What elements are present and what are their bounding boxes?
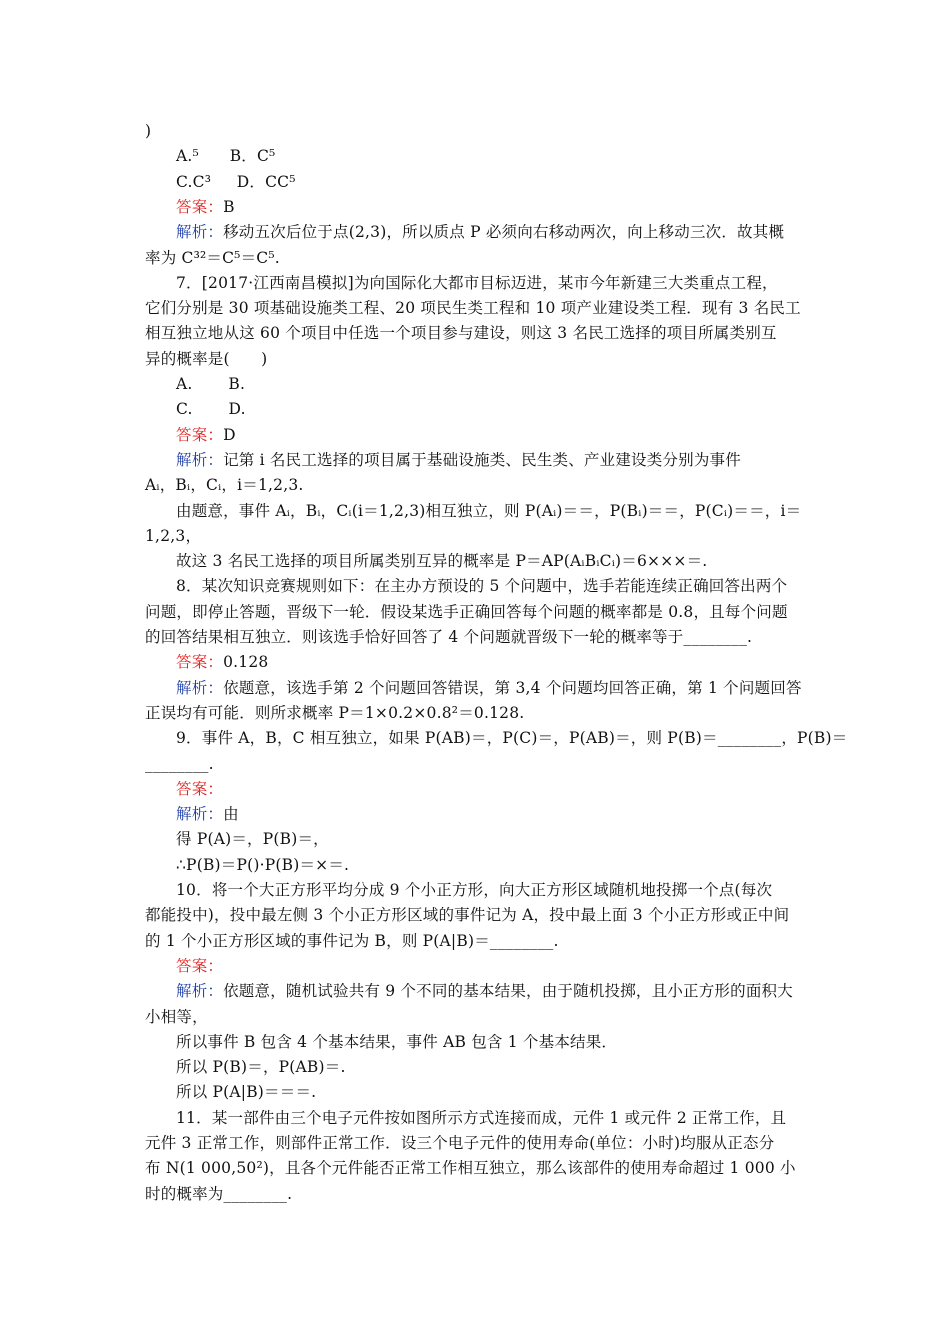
text-line xyxy=(176,373,245,395)
line-text: 依题意，该选手第 2 个问题回答错误，第 3,4 个问题均回答正确，第 1 个问题回答 xyxy=(223,678,802,697)
text-line xyxy=(145,904,789,926)
line-text: D xyxy=(223,425,236,444)
line-text: 9．事件 A，B，C 相互独立，如果 P(AB)＝，P(C)＝，P(AB)＝，则 P(B)＝________，P(B)＝ xyxy=(176,729,848,748)
line-text: 所以 P(B)＝，P(AB)＝. xyxy=(176,1058,346,1077)
line-text: C.C³ D．CC⁵ xyxy=(176,172,296,191)
line-text: 8．某次知识竞赛规则如下：在主办方预设的 5 个问题中，选手若能连续正确回答出两个 xyxy=(176,577,788,596)
line-text: 所以 P(A|B)＝＝＝. xyxy=(176,1083,317,1102)
line-text: 相互独立地从这 60 个项目中任选一个项目参与建设，则这 3 名民工选择的项目所属类别互 xyxy=(145,324,777,343)
text-line xyxy=(145,1157,796,1179)
line-text: 得 P(A)＝，P(B)＝， xyxy=(176,830,329,849)
text-line xyxy=(176,1056,346,1078)
line-text: 元件 3 正常工作，则部件正常工作．设三个电子元件的使用寿命(单位：小时)均服从正态分 xyxy=(145,1134,775,1152)
text-line xyxy=(176,803,239,825)
answer-label: 答案： xyxy=(176,956,224,975)
line-text: ________. xyxy=(145,754,214,773)
text-line xyxy=(176,727,847,749)
analysis-label: 解析： xyxy=(176,982,224,1001)
text-line xyxy=(176,879,772,901)
line-text: 移动五次后位于点(2,3)，所以质点 P 必须向右移动两次，向上移动三次．故其概 xyxy=(223,223,785,242)
text-line xyxy=(145,1183,292,1205)
text-line xyxy=(176,196,235,218)
text-line xyxy=(145,753,214,775)
text-line xyxy=(176,828,329,850)
line-text: Aᵢ，Bᵢ，Cᵢ，i＝1,2,3. xyxy=(145,476,304,495)
text-line xyxy=(145,601,788,623)
text-line xyxy=(145,297,801,319)
text-line xyxy=(176,651,268,673)
text-line xyxy=(176,145,275,167)
text-line xyxy=(145,1006,208,1028)
line-text: ) xyxy=(145,122,152,140)
text-line xyxy=(145,120,151,142)
text-line xyxy=(176,1107,786,1129)
text-line xyxy=(145,1132,774,1154)
text-line xyxy=(176,550,707,572)
line-text: 小相等， xyxy=(145,1007,208,1026)
line-text: 由题意，事件 Aᵢ，Bᵢ，Cᵢ(i＝1,2,3)相互独立，则 P(Aᵢ)＝＝，P(Bᵢ)＝＝，P(Cᵢ)＝＝，i＝ xyxy=(176,501,802,520)
line-text: 时的概率为________. xyxy=(145,1184,293,1203)
analysis-label: 解析： xyxy=(176,678,224,697)
text-line xyxy=(176,424,236,446)
line-text: 正误均有可能．则所求概率 P＝1×0.2×0.8²＝0.128. xyxy=(145,703,525,722)
answer-label: 答案： xyxy=(176,653,224,672)
answer-label: 答案： xyxy=(176,197,224,216)
analysis-label: 解析： xyxy=(176,450,224,469)
text-line xyxy=(145,702,524,724)
line-text: A. B. xyxy=(176,375,246,393)
line-text: ∴P(B)＝P()·P(B)＝×＝. xyxy=(176,855,350,874)
text-line xyxy=(176,1031,617,1053)
text-line xyxy=(176,778,223,800)
line-text: 率为 C³²＝C⁵＝C⁵. xyxy=(145,248,280,267)
text-line xyxy=(145,474,304,496)
line-text: 所以事件 B 包含 4 个基本结果，事件 AB 包含 1 个基本结果． xyxy=(176,1032,618,1051)
line-text: 11．某一部件由三个电子元件按如图所示方式连接而成，元件 1 或元件 2 正常工作，且 xyxy=(176,1108,787,1127)
analysis-label: 解析： xyxy=(176,805,224,824)
line-text: 都能投中)，投中最左侧 3 个小正方形区域的事件记为 A，投中最上面 3 个小正方形或正中间 xyxy=(145,906,790,925)
text-line xyxy=(145,626,752,648)
text-line xyxy=(145,348,267,370)
text-line xyxy=(145,247,280,269)
text-line xyxy=(176,955,223,977)
line-text: 由 xyxy=(223,805,239,824)
text-line xyxy=(176,575,787,597)
text-line xyxy=(176,449,741,471)
analysis-label: 解析： xyxy=(176,223,224,242)
line-text: 布 N(1 000,50²)，且各个元件能否正常工作相互独立，那么该部件的使用寿命超过 1 000 小 xyxy=(145,1159,796,1178)
line-text: C. D. xyxy=(176,400,246,419)
text-line xyxy=(176,221,784,243)
line-text: 0.128 xyxy=(223,653,269,672)
text-line xyxy=(145,930,559,952)
line-text: 它们分别是 30 项基础设施类工程、20 项民生类工程和 10 项产业建设类工程．现有 3 名民工 xyxy=(145,299,801,318)
line-text: 异的概率是( ) xyxy=(145,349,268,368)
line-text: 的 1 个小正方形区域的事件记为 B，则 P(A|B)＝________. xyxy=(145,931,559,950)
line-text: B xyxy=(223,197,235,216)
text-line xyxy=(176,500,801,522)
line-text: 问题，即停止答题，晋级下一轮．假设某选手正确回答每个问题的概率都是 0.8，且每个问题 xyxy=(145,602,788,621)
line-text: 7．[2017·江西南昌模拟]为向国际化大都市目标迈进，某市今年新建三大类重点工程， xyxy=(176,273,778,292)
answer-label: 答案： xyxy=(176,779,224,798)
text-line xyxy=(176,980,793,1002)
text-line xyxy=(176,1081,316,1103)
text-line xyxy=(176,171,296,193)
line-text: 10．将一个大正方形平均分成 9 个小正方形，向大正方形区域随机地投掷一个点(每次 xyxy=(176,881,773,899)
line-text: 1,2,3， xyxy=(145,526,202,545)
answer-label: 答案： xyxy=(176,425,224,444)
line-text: 故这 3 名民工选择的项目所属类别互异的概率是 P＝AP(AᵢBᵢCᵢ)＝6×××＝. xyxy=(176,552,708,571)
line-text: 依题意，随机试验共有 9 个不同的基本结果，由于随机投掷，且小正方形的面积大 xyxy=(223,982,793,1001)
text-line xyxy=(145,525,201,547)
text-line xyxy=(176,398,246,420)
text-line xyxy=(176,272,778,294)
text-line xyxy=(176,677,802,699)
line-text: 的回答结果相互独立．则该选手恰好回答了 4 个问题就晋级下一轮的概率等于________. xyxy=(145,628,753,646)
line-text: A.⁵ B．C⁵ xyxy=(176,147,276,166)
line-text: 记第 i 名民工选择的项目属于基础设施类、民生类、产业建设类分别为事件 xyxy=(223,450,741,469)
text-line xyxy=(145,322,777,344)
text-line xyxy=(176,854,349,876)
